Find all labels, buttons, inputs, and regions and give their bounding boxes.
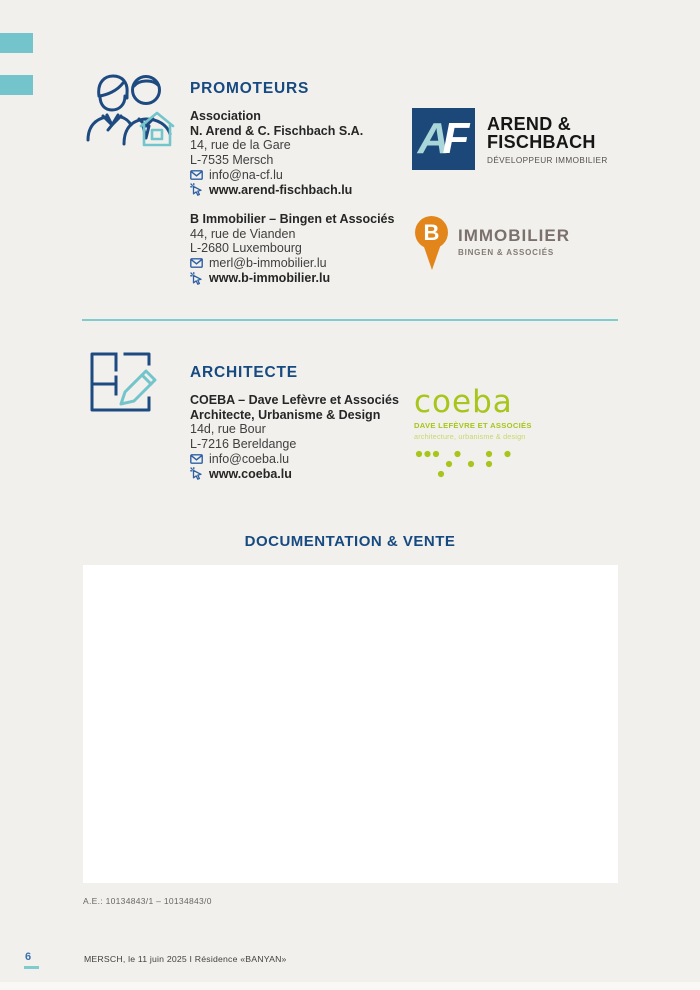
promoter2-email[interactable]: merl@b-immobilier.lu [209, 256, 327, 271]
coeba-logo [414, 386, 532, 479]
floorplan-pencil-icon [87, 350, 167, 419]
af-monogram-letter-a: A [417, 114, 450, 163]
promoter1-street: 14, rue de la Gare [190, 138, 291, 153]
documentation-placeholder-box [83, 565, 618, 883]
promoter-entry-b-immobilier [190, 212, 394, 285]
promoter2-name: B Immobilier – Bingen et Associés [190, 212, 395, 226]
af-logo-name-line2: FISCHBACH [487, 131, 596, 152]
envelope-icon [190, 170, 203, 180]
arend-fischbach-logo [412, 108, 608, 170]
promoter1-name-line2: N. Arend & C. Fischbach S.A. [190, 123, 364, 138]
cursor-click-icon [190, 272, 203, 285]
architect-name-line1: COEBA – Dave Lefèvre et Associés [190, 393, 399, 407]
coeba-dots-pattern [414, 449, 514, 479]
b-logo-tagline: BINGEN & ASSOCIÉS [458, 248, 554, 257]
page-bottom-edge [0, 982, 700, 990]
promoter2-website[interactable]: www.b-immobilier.lu [209, 270, 331, 285]
b-pin-tail [423, 244, 441, 270]
promoter1-name-line1: Association [190, 109, 261, 123]
promoter2-city: L-2680 Luxembourg [190, 241, 302, 256]
af-monogram-letter-f: F [442, 114, 470, 163]
promoteurs-heading: PROMOTEURS [190, 80, 310, 97]
promoter2-street: 44, rue de Vianden [190, 226, 296, 241]
promoter1-city: L-7535 Mersch [190, 153, 274, 168]
cursor-click-icon [190, 183, 203, 196]
promoter-entry-arend-fischbach [190, 109, 363, 197]
architect-email[interactable]: info@coeba.lu [209, 451, 290, 466]
page-number: 6 [25, 951, 32, 963]
architecte-heading: ARCHITECTE [190, 364, 298, 381]
coeba-logo-subline1: DAVE LEFÈVRE ET ASSOCIÉS [414, 421, 532, 430]
coeba-logo-subline2: architecture, urbanisme & design [414, 432, 526, 441]
architect-name-line2: Architecte, Urbanisme & Design [190, 407, 381, 422]
envelope-icon [190, 454, 203, 464]
cursor-click-icon [190, 467, 203, 480]
b-pin-letter: B [423, 220, 440, 245]
page-number-underline [24, 966, 39, 969]
af-logo-tagline: DÉVELOPPEUR IMMOBILIER [487, 156, 608, 165]
promoters-people-house-icon [84, 72, 178, 159]
footer-text: MERSCH, le 11 juin 2025 I Résidence «BANYAN» [84, 954, 287, 964]
af-monogram [412, 108, 475, 170]
section-divider [82, 319, 618, 321]
documentation-vente-heading: DOCUMENTATION & VENTE [244, 533, 456, 550]
coeba-logo-name: coeba [414, 384, 513, 420]
b-logo-name: IMMOBILIER [458, 226, 570, 245]
envelope-icon [190, 258, 203, 268]
architect-website[interactable]: www.coeba.lu [209, 466, 292, 481]
teal-accent-bar-2 [0, 75, 33, 95]
architect-entry-coeba [190, 393, 399, 481]
teal-accent-bar-1 [0, 33, 33, 53]
promoter1-email[interactable]: info@na-cf.lu [209, 167, 283, 182]
b-map-pin-mark [415, 216, 448, 270]
af-logo-name-line1: AREND & [487, 114, 572, 134]
authorization-reference: A.E.: 10134843/1 – 10134843/0 [83, 896, 212, 906]
b-immobilier-logo [415, 216, 570, 270]
architect-street: 14d, rue Bour [190, 422, 266, 437]
architect-city: L-7216 Bereldange [190, 437, 297, 452]
promoter1-website[interactable]: www.arend-fischbach.lu [209, 182, 353, 197]
